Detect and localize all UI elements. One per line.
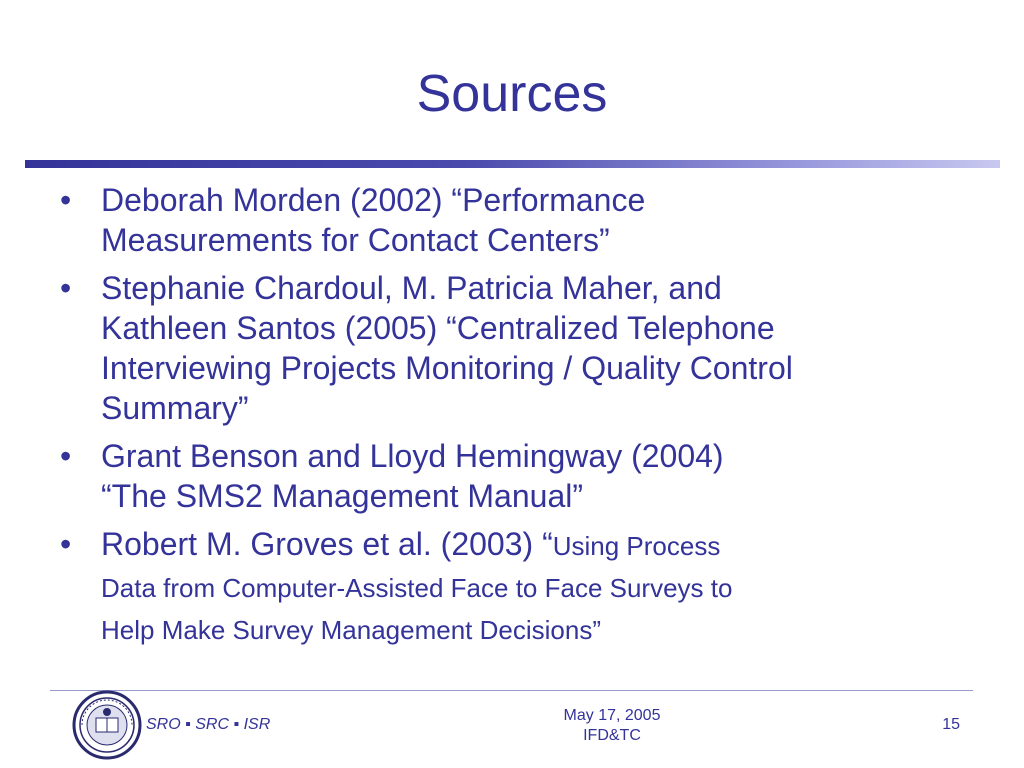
footer-date-block — [512, 706, 712, 746]
title-divider — [25, 160, 1000, 168]
bullet-line: Data from Computer-Assisted Face to Face Surveys to — [101, 573, 733, 603]
bullet-dot-icon: • — [60, 526, 72, 562]
slide-title: Sources — [416, 65, 608, 123]
footer-org: SRO ▪ SRC ▪ ISR — [146, 716, 271, 733]
bullet-item — [60, 180, 980, 260]
footer-divider — [50, 690, 973, 691]
bullet-line: Grant Benson and Lloyd Hemingway (2004) — [101, 438, 724, 474]
bullet-dot-icon: • — [60, 438, 72, 474]
bullet-lead: Robert M. Groves et al. (2003) “ — [101, 526, 553, 562]
bullet-line: Measurements for Contact Centers” — [101, 222, 610, 258]
bullet-line: Summary” — [101, 390, 249, 426]
footer-event: IFD&TC — [583, 727, 641, 744]
bullet-list — [60, 180, 980, 658]
bullet-line: Deborah Morden (2002) “Performance — [101, 182, 646, 218]
bullet-item — [60, 524, 980, 650]
university-seal-icon — [72, 690, 142, 760]
page-number: 15 — [942, 716, 960, 733]
bullet-line: “The SMS2 Management Manual” — [101, 478, 583, 514]
bullet-line: Stephanie Chardoul, M. Patricia Maher, and — [101, 270, 722, 306]
bullet-line: Help Make Survey Management Decisions” — [101, 615, 601, 645]
bullet-item — [60, 268, 980, 428]
footer-date: May 17, 2005 — [563, 707, 661, 724]
bullet-line: Interviewing Projects Monitoring / Quality Control — [101, 350, 793, 386]
bullet-lead-small: Using Process — [552, 531, 721, 561]
bullet-dot-icon: • — [60, 270, 72, 306]
bullet-item — [60, 436, 980, 516]
bullet-dot-icon: • — [60, 182, 72, 218]
bullet-line: Kathleen Santos (2005) “Centralized Telephone — [101, 310, 775, 346]
